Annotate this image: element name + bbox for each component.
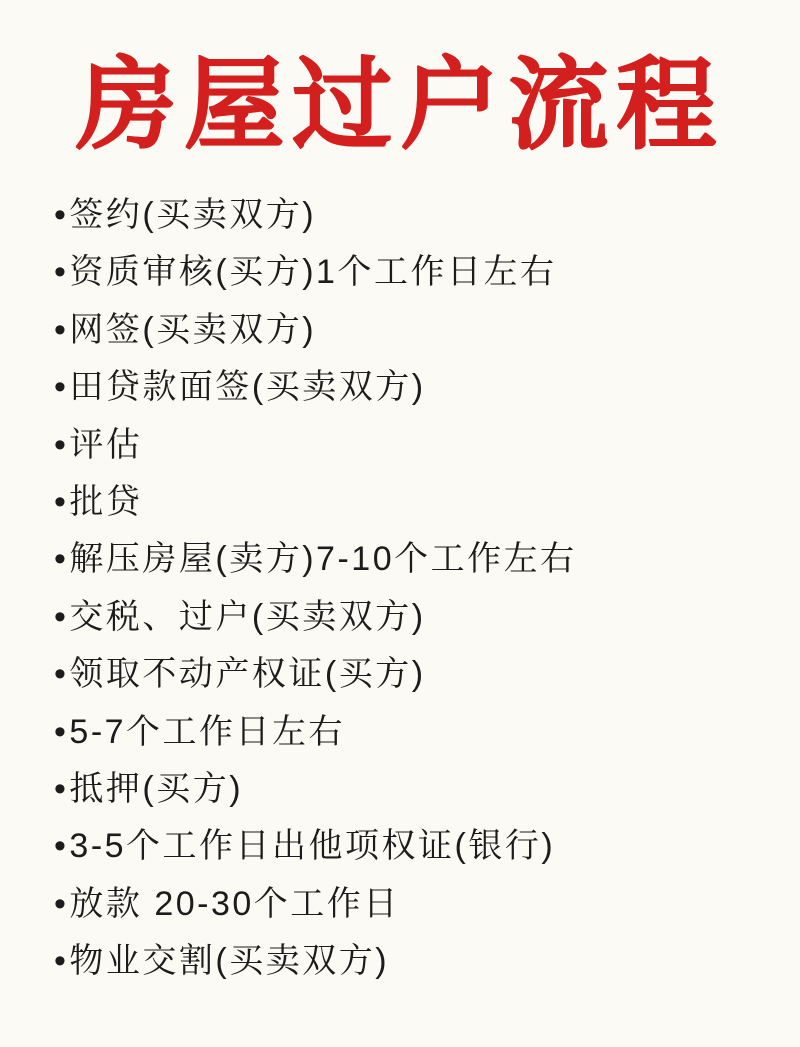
list-item	[54, 818, 800, 875]
list-item	[54, 933, 800, 990]
bullet-icon: •	[54, 597, 69, 636]
list-item-text: 批贷	[69, 483, 143, 522]
list-item	[54, 531, 800, 588]
list-item-text: 放款 20-30个工作日	[69, 884, 400, 923]
list-item	[54, 359, 800, 416]
list-item-text: 物业交割(买卖双方)	[69, 942, 390, 981]
list-item	[54, 417, 800, 474]
list-item-text: 3-5个工作日出他项权证(银行)	[69, 827, 556, 866]
list-item-text: 网签(买卖双方)	[69, 310, 317, 349]
bullet-icon: •	[54, 253, 69, 292]
bullet-icon: •	[54, 884, 69, 923]
bullet-icon: •	[54, 655, 69, 694]
bullet-icon: •	[54, 942, 69, 981]
bullet-icon: •	[54, 310, 69, 349]
bullet-icon: •	[54, 712, 69, 751]
list-item-text: 交税、过户(买卖双方)	[69, 597, 426, 636]
poster-page	[0, 38, 800, 1047]
bullet-icon: •	[54, 196, 69, 234]
list-item	[54, 187, 800, 244]
list-item	[54, 646, 800, 703]
list-item-text: 5-7个工作日左右	[69, 712, 346, 751]
list-item	[54, 589, 800, 646]
list-item	[54, 474, 800, 531]
list-item-text: 资质审核(买方)1个工作日左右	[69, 253, 557, 292]
list-item-text: 田贷款面签(买卖双方)	[69, 368, 426, 407]
bullet-icon: •	[54, 540, 69, 579]
list-item	[54, 761, 800, 818]
list-item-text: 抵押(买方)	[69, 770, 244, 809]
list-item	[54, 876, 800, 933]
bullet-icon: •	[54, 368, 69, 407]
bullet-icon: •	[54, 827, 69, 866]
transfer-steps-list	[54, 187, 800, 991]
list-item	[54, 704, 800, 761]
list-item-text: 解压房屋(卖方)7-10个工作左右	[69, 540, 577, 579]
list-item-text: 评估	[69, 425, 143, 464]
list-item-text: 签约(买卖双方)	[69, 196, 317, 234]
list-item	[54, 302, 800, 359]
page-title: 房屋过户流程	[76, 45, 724, 163]
list-item	[54, 244, 800, 301]
bullet-icon: •	[54, 425, 69, 464]
list-item-text: 领取不动产权证(买方)	[69, 655, 426, 694]
bullet-icon: •	[54, 483, 69, 522]
bullet-icon: •	[54, 770, 69, 809]
